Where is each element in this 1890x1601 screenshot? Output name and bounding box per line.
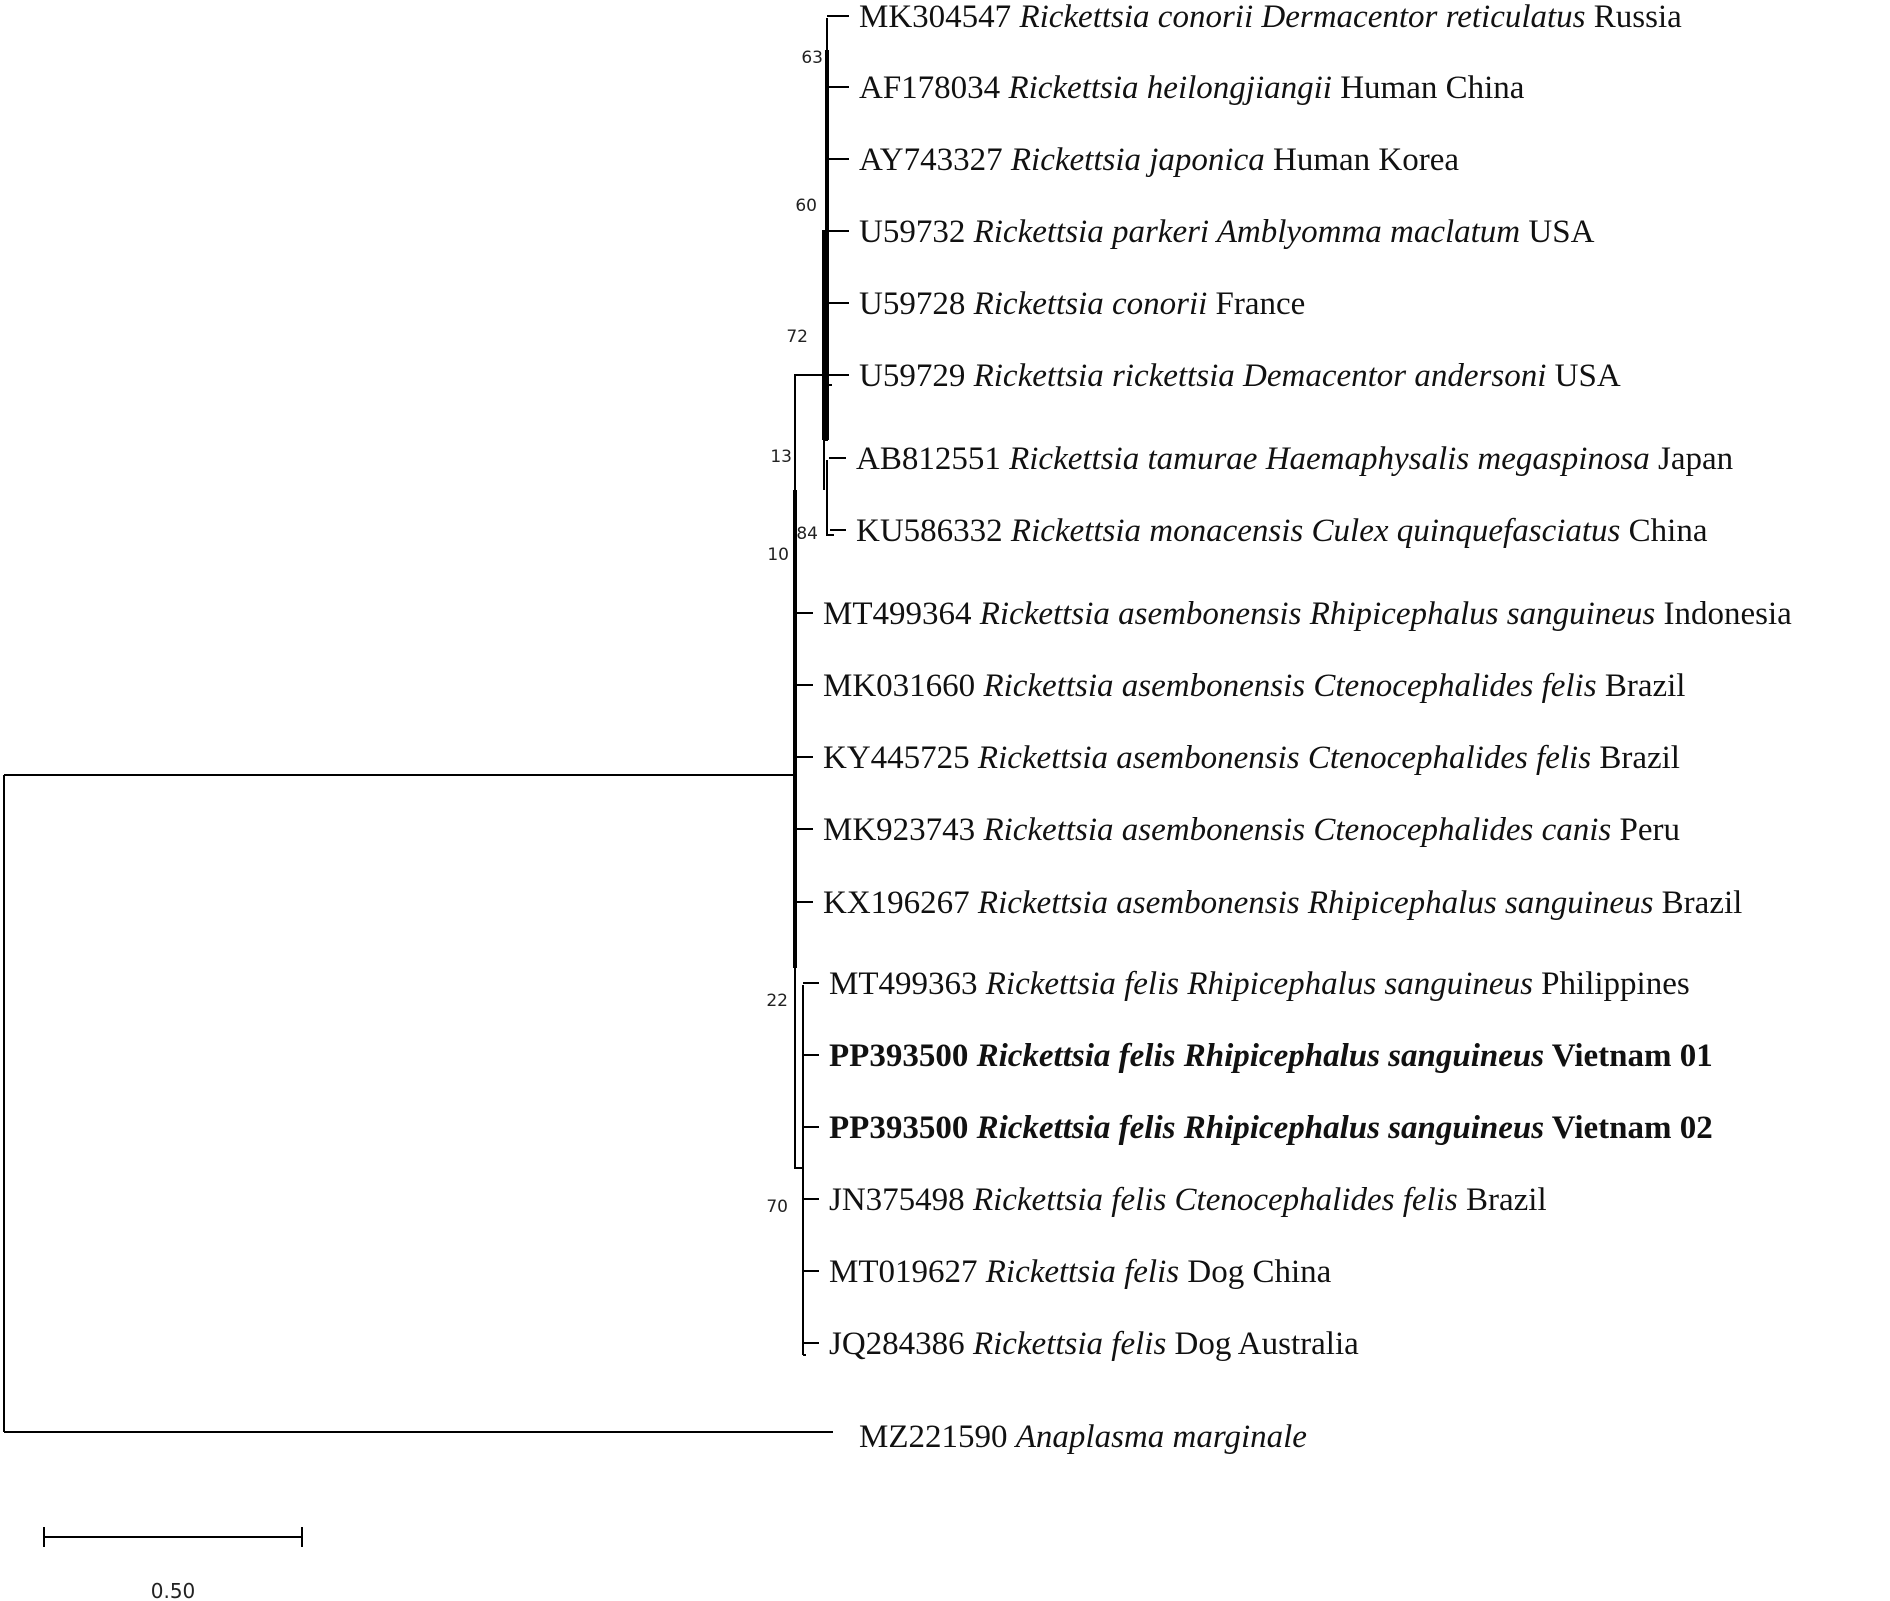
accession-number: MK923743 — [823, 812, 984, 848]
accession-number: MT019627 — [829, 1254, 986, 1290]
origin-label: Human Korea — [1264, 142, 1460, 178]
host-name: Amblyomma maclatum — [1209, 214, 1521, 250]
accession-number: KX196267 — [823, 885, 978, 921]
species-name: Rickettsia asembonensis — [983, 668, 1306, 704]
leaf-label — [859, 286, 1305, 322]
species-name: Rickettsia rickettsia — [973, 358, 1235, 394]
species-name: Rickettsia felis — [972, 1326, 1167, 1362]
accession-number: U59732 — [859, 214, 974, 250]
origin-label: Russia — [1585, 0, 1682, 35]
species-name: Rickettsia felis — [972, 1182, 1167, 1218]
accession-number: KY445725 — [823, 740, 978, 776]
scale-bar — [44, 1527, 302, 1547]
origin-label: Brazil — [1457, 1182, 1547, 1218]
accession-number: U59728 — [859, 286, 974, 322]
host-name: Ctenocephalides canis — [1305, 812, 1612, 848]
species-name: Rickettsia conorii — [973, 286, 1208, 322]
leaf-label — [823, 812, 1680, 848]
leaf-label — [856, 441, 1733, 477]
origin-label: Dog Australia — [1166, 1326, 1359, 1362]
origin-label: Peru — [1611, 812, 1680, 848]
accession-number: AF178034 — [859, 70, 1009, 106]
origin-label: France — [1207, 286, 1306, 322]
origin-label: Brazil — [1591, 740, 1680, 776]
accession-number: AB812551 — [856, 441, 1010, 477]
origin-label: Vietnam 01 — [1544, 1038, 1713, 1074]
bootstrap-value: 70 — [766, 1197, 788, 1217]
species-name: Rickettsia felis — [985, 1254, 1180, 1290]
species-name: Rickettsia heilongjiangii — [1008, 70, 1332, 106]
origin-label: Dog China — [1179, 1254, 1332, 1290]
leaf-label — [859, 70, 1525, 106]
leaf-label — [829, 966, 1690, 1002]
species-name: Rickettsia asembonensis — [977, 740, 1300, 776]
accession-number: JQ284386 — [829, 1326, 973, 1362]
leaf-label — [829, 1110, 1713, 1146]
origin-label: Indonesia — [1655, 596, 1792, 632]
leaf-label — [823, 596, 1792, 632]
accession-number: U59729 — [859, 358, 974, 394]
bootstrap-value: 72 — [786, 327, 808, 347]
scale-bar-label: 0.50 — [150, 1579, 196, 1601]
bootstrap-value: 13 — [770, 447, 792, 467]
origin-label: China — [1620, 513, 1708, 549]
accession-number: MK304547 — [859, 0, 1020, 35]
host-name: Ctenocephalides felis — [1299, 740, 1592, 776]
host-name: Rhipicephalus sanguineus — [1301, 596, 1656, 632]
accession-number: MK031660 — [823, 668, 984, 704]
origin-label: Philippines — [1532, 966, 1690, 1002]
host-name: Rhipicephalus sanguineus — [1175, 1110, 1545, 1146]
leaf-label — [829, 1326, 1359, 1362]
root-branch — [4, 775, 833, 1432]
felis-clade-branch — [795, 968, 806, 1355]
host-name: Dermacentor reticulatus — [1253, 0, 1586, 35]
host-name: Rhipicephalus sanguineus — [1179, 966, 1533, 1002]
accession-number: JN375498 — [829, 1182, 973, 1218]
leaf-label — [829, 1182, 1547, 1218]
host-name: Ctenocephalides felis — [1166, 1182, 1458, 1218]
bootstrap-value: 22 — [766, 991, 788, 1011]
origin-label: Brazil — [1596, 668, 1686, 704]
accession-number: MT499364 — [823, 596, 980, 632]
species-name: Rickettsia felis — [976, 1110, 1176, 1146]
accession-number: MT499363 — [829, 966, 986, 1002]
bootstrap-value: 63 — [801, 48, 823, 68]
bootstrap-value: 60 — [795, 196, 817, 216]
species-name: Rickettsia asembonensis — [983, 812, 1306, 848]
accession-number: PP393500 — [829, 1038, 977, 1074]
leaf-label — [829, 1254, 1332, 1290]
species-name: Anaplasma marginale — [1015, 1419, 1307, 1455]
origin-label: USA — [1546, 358, 1621, 394]
species-name: Rickettsia conorii — [1019, 0, 1254, 35]
leaf-labels — [795, 0, 1792, 1455]
host-name: Culex quinquefasciatus — [1303, 513, 1621, 549]
leaf-label — [823, 885, 1742, 921]
leaf-label — [823, 668, 1685, 704]
species-name: Rickettsia asembonensis — [979, 596, 1302, 632]
species-name: Rickettsia parkeri — [973, 214, 1210, 250]
leaf-label — [823, 740, 1680, 776]
species-name: Rickettsia asembonensis — [977, 885, 1300, 921]
accession-number: AY743327 — [859, 142, 1011, 178]
accession-number: KU586332 — [856, 513, 1011, 549]
bootstrap-value: 10 — [767, 545, 789, 565]
species-name: Rickettsia felis — [976, 1038, 1176, 1074]
tamurae-monacensis-branch — [827, 460, 834, 535]
host-name: Haemaphysalis megaspinosa — [1257, 441, 1650, 477]
accession-number: PP393500 — [829, 1110, 977, 1146]
species-name: Rickettsia japonica — [1010, 142, 1265, 178]
leaf-label — [829, 1038, 1713, 1074]
origin-label: Vietnam 02 — [1544, 1110, 1713, 1146]
origin-label: Japan — [1649, 441, 1734, 477]
origin-label: Human China — [1331, 70, 1525, 106]
host-name: Rhipicephalus sanguineus — [1299, 885, 1654, 921]
host-name: Demacentor andersoni — [1234, 358, 1547, 394]
leaf-label — [859, 142, 1459, 178]
host-name: Ctenocephalides felis — [1305, 668, 1597, 704]
leaf-label — [856, 513, 1708, 549]
species-name: Rickettsia tamurae — [1009, 441, 1258, 477]
host-name: Rhipicephalus sanguineus — [1175, 1038, 1545, 1074]
species-name: Rickettsia felis — [985, 966, 1180, 1002]
bootstrap-value: 84 — [796, 524, 818, 544]
origin-label: USA — [1520, 214, 1595, 250]
origin-label: Brazil — [1653, 885, 1743, 921]
leaf-label — [859, 358, 1621, 394]
leaf-label — [859, 214, 1595, 250]
leaf-label — [859, 1419, 1307, 1455]
species-name: Rickettsia monacensis — [1010, 513, 1304, 549]
accession-number: MZ221590 — [859, 1419, 1016, 1455]
leaf-label — [859, 0, 1682, 35]
